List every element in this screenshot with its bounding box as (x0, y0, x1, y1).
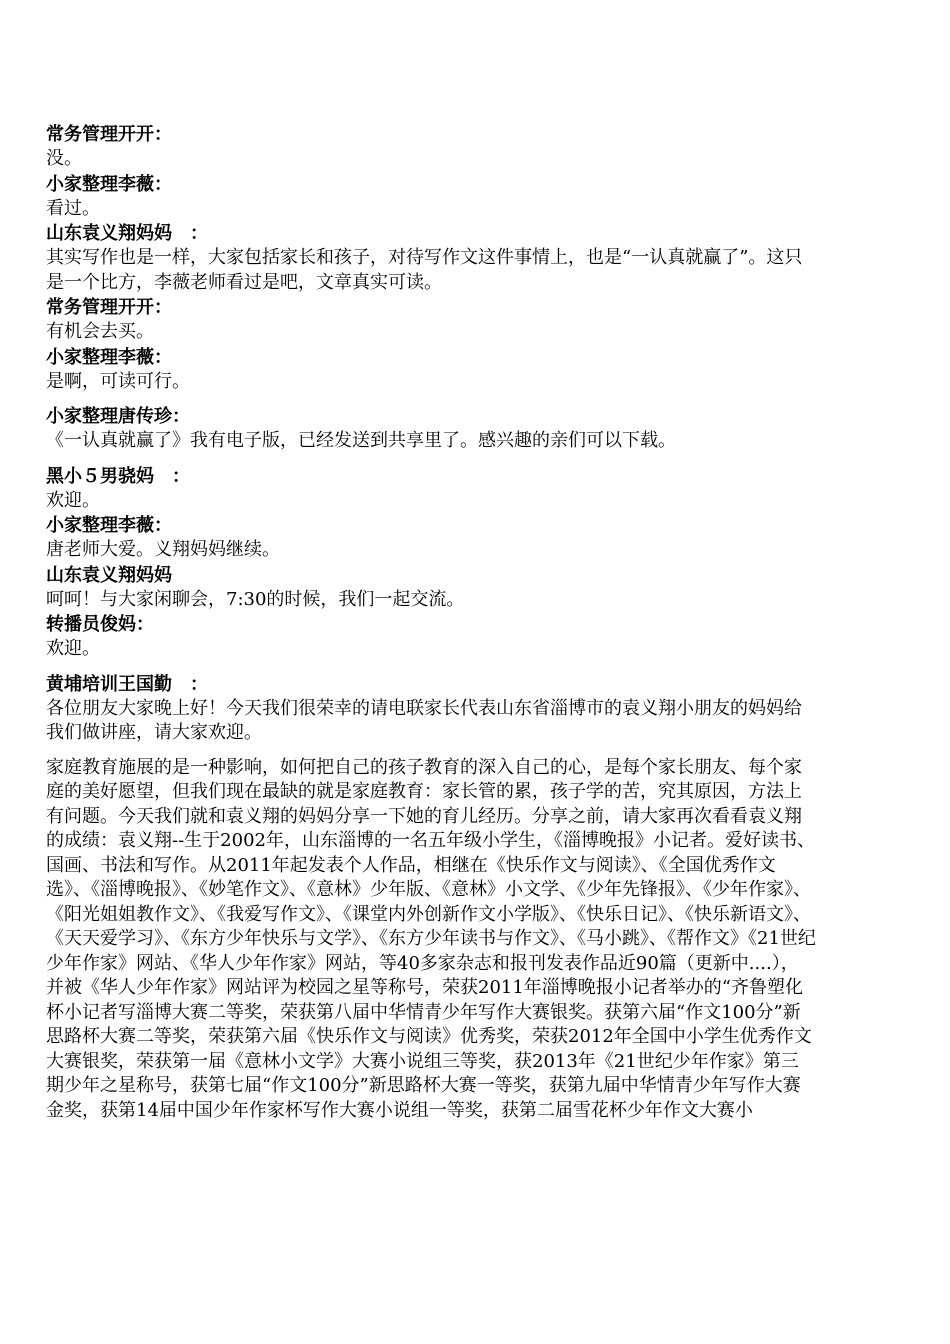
message-text: 欢迎。 (46, 638, 100, 659)
chat-entry (46, 513, 816, 563)
message-text: 呵呵！与大家闲聊会，7:30的时候，我们一起交流。 (46, 588, 465, 610)
chat-entry (46, 464, 816, 514)
message-text: 各位朋友大家晚上好！今天我们很荣幸的请电联家长代表山东省淄博市的袁义翔小朋友的妈妈给我们做讲座，请大家欢迎。 (46, 697, 802, 743)
message-text: 看过。 (46, 197, 100, 219)
speaker-name: 常务管理开开： (46, 124, 172, 145)
message-text: 是啊，可读可行。 (46, 370, 190, 392)
speaker-name: 小家整理李薇： (46, 515, 172, 536)
chat-entry (46, 295, 816, 345)
message-text: 没。 (46, 148, 82, 169)
speaker-name: 黑小５男骁妈 ： (46, 465, 190, 487)
chat-entry (46, 404, 816, 454)
chat-entry (46, 221, 816, 295)
message-text: 《一认真就赢了》我有电子版，已经发送到共享里了。感兴趣的亲们可以下载。 (46, 430, 676, 451)
document-page (46, 122, 816, 1123)
speaker-name: 常务管理开开： (46, 297, 172, 318)
chat-entry (46, 563, 816, 613)
message-text: 有机会去买。 (46, 321, 154, 342)
speaker-name: 黄埔培训王国勤 ： (46, 673, 208, 695)
speaker-name: 小家整理李薇： (46, 346, 172, 368)
message-text: 其实写作也是一样，大家包括家长和孩子，对待写作文这件事情上，也是“一认真就赢了”。这只是一个比方，李薇老师看过是吧，文章真实可读。 (46, 247, 803, 293)
message-text: 欢迎。 (46, 489, 100, 511)
speaker-name: 山东袁义翔妈妈 (46, 564, 172, 586)
chat-entry (46, 612, 816, 662)
chat-entry (46, 122, 816, 172)
message-text: 唐老师大爱。义翔妈妈继续。 (46, 539, 280, 560)
speaker-name: 小家整理唐传珍： (46, 406, 190, 427)
chat-entry (46, 672, 816, 746)
speaker-name: 小家整理李薇： (46, 173, 172, 195)
chat-entry (46, 345, 816, 395)
chat-entry (46, 172, 816, 222)
speaker-name: 山东袁义翔妈妈 ： (46, 223, 208, 244)
speaker-name: 转播员俊妈： (46, 614, 154, 635)
body-paragraph: 家庭教育施展的是一种影响，如何把自己的孩子教育的深入自己的心，是每个家长朋友、每个家庭的美好愿望，但我们现在最缺的就是家庭教育：家长管的累，孩子学的苦，究其原因，方法上有问题。今天我们就和袁义翔的妈妈分享一下她的育儿经历。分享之前，请大家再次看看袁义翔的成绩：袁义翔--生于2002年，山东淄博的一名五年级小学生，《淄博晚报》小记者。爱好读书、国画、书法和写作。从2011年起发表个人作品，相继在《快乐作文与阅读》、《全国优秀作文选》、《淄博晚报》、《妙笔作文》、《意林》少年版、《意林》小文学、《少年先锋报》、《少年作家》、《阳光姐姐教作文》、《我爱写作文》、《课堂内外创新作文小学版》、《快乐日记》、《快乐新语文》、《天天爱学习》、《东方少年快乐与文学》、《东方少年读书与作文》、《马小跳》、《帮作文》《21世纪少年作家》网站、《华人少年作家》网站，等40多家杂志和报刊发表作品近90篇（更新中....），并被《华人少年作家》网站评为校园之星等称号，荣获2011年淄博晚报小记者举办的“齐鲁塑化杯小记者写淄博大赛二等奖，荣获第八届中华情青少年写作大赛银奖。获第六届“作文100分”新思路杯大赛二等奖，荣获第六届《快乐作文与阅读》优秀奖，荣获2012年全国中小学生优秀作文大赛银奖，荣获第一届《意林小文学》大赛小说组三等奖，获2013年《21世纪少年作家》第三期少年之星称号，获第七届“作文100分”新思路杯大赛一等奖，获第九届中华情青少年写作大赛金奖，获第14届中国少年作家杯写作大赛小说组一等奖，获第二届雪花杯少年作文大赛小 (46, 756, 816, 1121)
